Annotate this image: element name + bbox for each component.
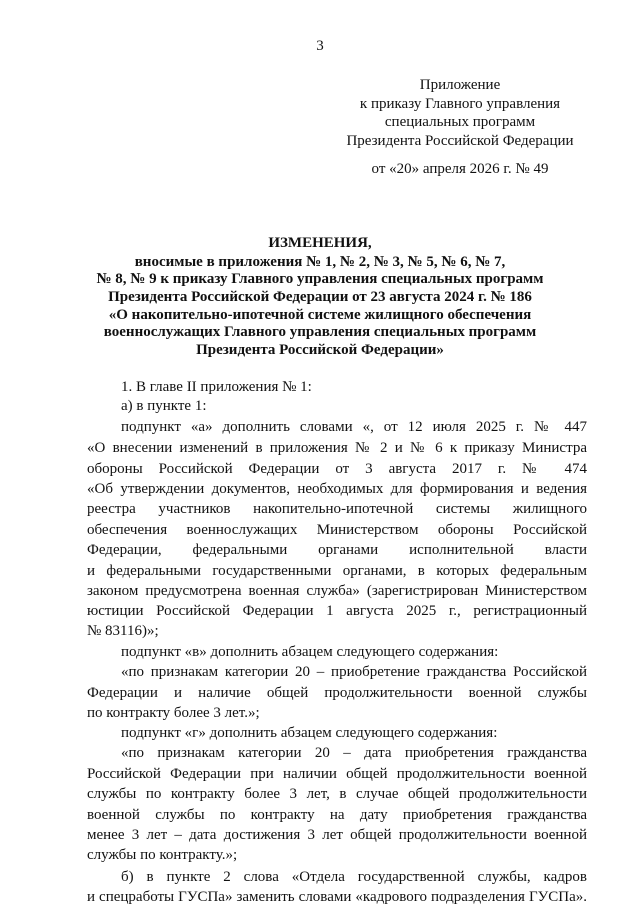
body-line: службы по контракту.»; xyxy=(87,847,238,863)
title-line-5: военнослужащих Главного управления специальных программ xyxy=(103,324,537,340)
body-line: Федерации и наличие общей продолжительности военной службы xyxy=(87,685,587,701)
document-title: ИЗМЕНЕНИЯ, xyxy=(268,235,372,251)
item-a-heading: а) в пункте 1: xyxy=(121,398,207,414)
body-line: «по признакам категории 20 – дата приобретения гражданства xyxy=(121,745,587,761)
body-line: подпункт «г» дополнить абзацем следующего содержания: xyxy=(121,725,498,741)
appendix-line-3: специальных программ xyxy=(384,114,536,130)
body-line: «О внесении изменений в приложения № 2 и № 6 к приказу Министра xyxy=(87,440,587,456)
body-line: военной службы по контракту на дату приобретения гражданства xyxy=(87,807,587,823)
appendix-date: от «20» апреля 2026 г. № 49 xyxy=(371,161,549,177)
body-line: юстиции Российской Федерации 1 августа 2025 г., регистрационный xyxy=(87,603,587,619)
title-line-3: Президента Российской Федерации от 23 августа 2024 г. № 186 xyxy=(108,289,532,305)
body-line: № 83116)»; xyxy=(87,623,159,639)
body-line: службы по контракту более 3 лет, в случае общей продолжительности xyxy=(87,786,587,802)
title-line-6: Президента Российской Федерации» xyxy=(196,342,444,358)
appendix-line-4: Президента Российской Федерации xyxy=(346,133,574,149)
body-line: менее 3 лет – дата достижения 3 лет общей продолжительности военной xyxy=(87,827,587,843)
appendix-line-1: Приложение xyxy=(419,77,501,93)
page-number: 3 xyxy=(316,38,324,54)
title-line-4: «О накопительно-ипотечной системе жилищного обеспечения xyxy=(108,307,532,323)
body-line: реестра участников накопительно-ипотечной системы жилищного xyxy=(87,501,587,517)
body-line: законом предусмотрена военная служба» (зарегистрирован Министерством xyxy=(87,583,587,599)
body-line: Российской Федерации при наличии общей продолжительности военной xyxy=(87,766,587,782)
body-line: б) в пункте 2 слова «Отдела государственной службы, кадров xyxy=(121,869,587,885)
section-heading: 1. В главе II приложения № 1: xyxy=(121,379,312,395)
appendix-line-2: к приказу Главного управления xyxy=(359,96,561,112)
body-line: и спецработы ГУСПа» заменить словами «кадрового подразделения ГУСПа». xyxy=(87,889,587,905)
title-line-1: вносимые в приложения № 1, № 2, № 3, № 5, № 6, № 7, xyxy=(134,254,506,270)
body-line: Федерации, федеральными органами исполнительной власти xyxy=(87,542,587,558)
body-line: обороны Российской Федерации от 3 августа 2017 г. № 474 xyxy=(87,461,587,477)
body-line: и федеральными государственными органами, в которых федеральным xyxy=(87,563,587,579)
body-line: «Об утверждении документов, необходимых для формирования и ведения xyxy=(87,481,587,497)
body-line: обеспечения военнослужащих Министерством обороны Российской xyxy=(87,522,587,538)
title-line-2: № 8, № 9 к приказу Главного управления специальных программ xyxy=(96,271,544,287)
body-line: «по признакам категории 20 – приобретение гражданства Российской xyxy=(121,664,587,680)
body-line: по контракту более 3 лет.»; xyxy=(87,705,260,721)
body-line: подпункт «а» дополнить словами «, от 12 июля 2025 г. № 447 xyxy=(121,419,587,435)
body-line: подпункт «в» дополнить абзацем следующего содержания: xyxy=(121,644,499,660)
